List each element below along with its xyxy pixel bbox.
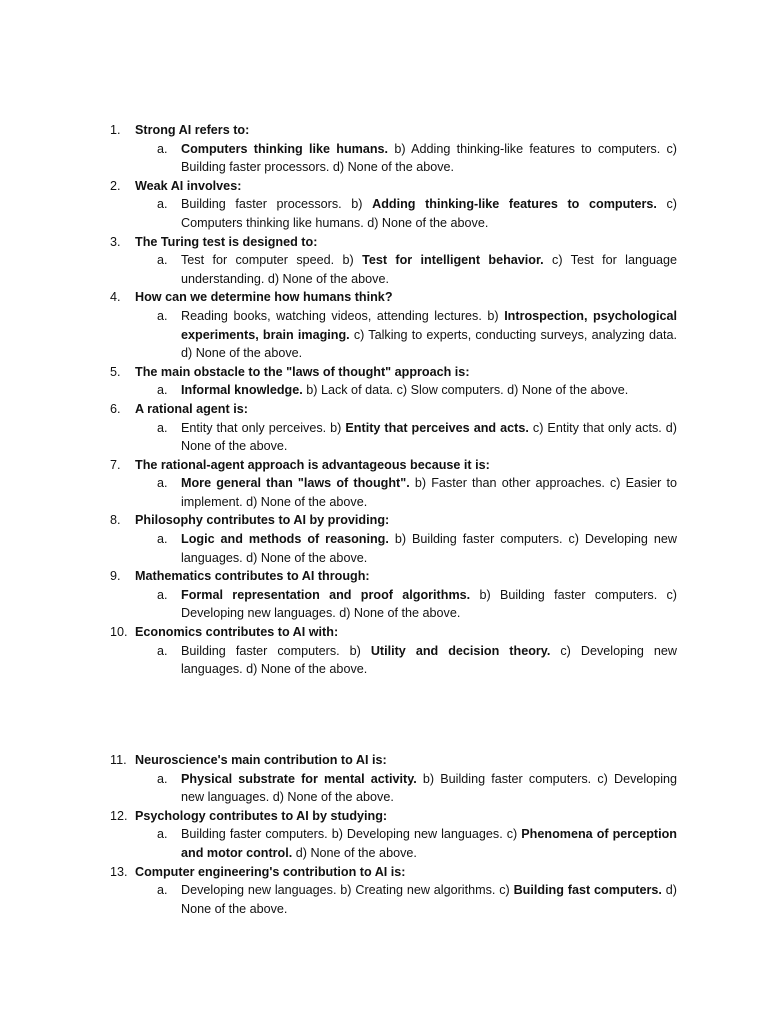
correct-answer: Informal knowledge. xyxy=(181,383,303,398)
option-label: a. xyxy=(157,476,168,491)
option-label: a. xyxy=(157,883,168,898)
correct-answer: Introspection, psychological experiments, brain imaging. xyxy=(181,308,677,342)
answer-text-after: c) Computers thinking like humans. d) None of the above. xyxy=(181,197,678,230)
question-item xyxy=(0,863,768,919)
question-number: 12. xyxy=(110,808,128,823)
answer-options xyxy=(157,770,677,807)
question-text: Computer engineering's contribution to AI is: xyxy=(135,864,406,879)
correct-answer: Adding thinking-like features to computers. xyxy=(372,197,657,212)
question-item xyxy=(0,121,768,177)
option-label: a. xyxy=(157,420,168,435)
question-text: A rational agent is: xyxy=(135,401,248,416)
answer-options xyxy=(157,474,677,511)
question-number: 11. xyxy=(110,753,127,767)
question-number: 7. xyxy=(110,457,121,472)
question-text: The main obstacle to the "laws of thought" approach is: xyxy=(135,364,470,379)
answer-options xyxy=(157,251,677,288)
option-label: a. xyxy=(157,197,168,212)
question-text: Economics contributes to AI with: xyxy=(135,625,339,640)
option-label: a. xyxy=(157,141,168,156)
answer-text-before: Building faster computers. b) xyxy=(181,643,371,658)
question-number: 6. xyxy=(110,401,121,416)
correct-answer: Phenomena of perception and motor control. xyxy=(181,827,677,860)
answer-text-after: d) None of the above. xyxy=(292,845,417,860)
correct-answer: Formal representation and proof algorithms. xyxy=(181,587,471,602)
option-label: a. xyxy=(157,383,168,398)
question-number: 13. xyxy=(110,864,128,879)
correct-answer: Computers thinking like humans. xyxy=(181,141,389,156)
question-item xyxy=(0,363,768,400)
answer-options xyxy=(157,419,677,456)
correct-answer: Entity that perceives and acts. xyxy=(345,420,529,435)
question-number: 5. xyxy=(110,364,121,379)
answer-options xyxy=(157,140,677,177)
answer-text-after: c) Test for language understanding. d) None of the above. xyxy=(181,253,677,286)
option-label: a. xyxy=(157,643,168,658)
answer-text-before: Reading books, watching videos, attending lectures. b) xyxy=(181,308,505,323)
question-item xyxy=(0,233,768,289)
question-number: 9. xyxy=(110,569,121,584)
answer-text-after: b) Faster than other approaches. c) Easier to implement. d) None of the above. xyxy=(181,476,677,509)
question-number: 2. xyxy=(110,178,121,193)
answer-options xyxy=(157,307,677,363)
question-number: 4. xyxy=(110,290,121,305)
question-item xyxy=(0,567,768,623)
question-text: Neuroscience's main contribution to AI is: xyxy=(135,753,387,767)
question-number: 1. xyxy=(110,123,121,137)
option-label: a. xyxy=(157,771,168,786)
question-text: Psychology contributes to AI by studying: xyxy=(135,808,388,823)
answer-text-before: Building faster processors. b) xyxy=(181,197,373,212)
answer-text-before: Building faster computers. b) Developing new languages. c) xyxy=(181,827,522,842)
question-number: 3. xyxy=(110,234,121,249)
option-label: a. xyxy=(157,827,168,842)
correct-answer: Building fast computers. xyxy=(513,883,662,898)
question-list-part-1 xyxy=(0,121,768,679)
question-text: How can we determine how humans think? xyxy=(135,290,393,305)
answer-text-before: Developing new languages. b) Creating new algorithms. c) xyxy=(181,883,514,898)
question-item xyxy=(0,751,768,807)
answer-text-after: b) Building faster computers. c) Developing new languages. d) None of the above. xyxy=(181,771,677,805)
option-label: a. xyxy=(157,308,168,323)
answer-text-before: Test for computer speed. b) xyxy=(181,253,363,268)
answer-text-after: b) Building faster computers. c) Developing new languages. d) None of the above. xyxy=(181,532,678,565)
question-text: Mathematics contributes to AI through: xyxy=(135,569,370,584)
question-text: Weak AI involves: xyxy=(135,178,242,193)
question-item xyxy=(0,177,768,233)
correct-answer: Logic and methods of reasoning. xyxy=(181,532,389,547)
option-label: a. xyxy=(157,253,168,268)
question-text: Strong AI refers to: xyxy=(135,123,250,137)
correct-answer: Physical substrate for mental activity. xyxy=(181,771,417,786)
question-number: 8. xyxy=(110,513,121,528)
question-item xyxy=(0,288,768,362)
question-item xyxy=(0,511,768,567)
answer-text-after: d) None of the above. xyxy=(181,883,677,916)
answer-text-after: b) Lack of data. c) Slow computers. d) None of the above. xyxy=(302,383,629,398)
correct-answer: Utility and decision theory. xyxy=(370,643,551,658)
question-list-part-2 xyxy=(0,751,768,918)
answer-text-after: b) Building faster computers. c) Developing new languages. d) None of the above. xyxy=(181,587,677,621)
answer-text-before: Entity that only perceives. b) xyxy=(181,420,346,435)
correct-answer: Test for intelligent behavior. xyxy=(362,253,544,268)
answer-options xyxy=(157,381,677,400)
question-item xyxy=(0,400,768,456)
answer-text-after: c) Developing new languages. d) None of the above. xyxy=(181,643,678,677)
answer-options xyxy=(157,825,677,862)
answer-options xyxy=(157,195,678,232)
question-item xyxy=(0,807,768,863)
option-label: a. xyxy=(157,587,168,602)
question-text: Philosophy contributes to AI by providing: xyxy=(135,513,390,528)
answer-options xyxy=(157,881,677,918)
answer-text-after: c) Entity that only acts. d) None of the above. xyxy=(181,420,677,454)
answer-options xyxy=(157,586,677,623)
question-text: The rational-agent approach is advantageous because it is: xyxy=(135,457,490,472)
question-item xyxy=(0,623,768,679)
option-label: a. xyxy=(157,532,168,547)
question-number: 10. xyxy=(110,625,128,640)
answer-options xyxy=(157,530,678,567)
answer-text-after: c) Talking to experts, conducting surveys, analyzing data. d) None of the above. xyxy=(181,327,677,361)
answer-options xyxy=(157,642,678,679)
question-text: The Turing test is designed to: xyxy=(135,234,318,249)
correct-answer: More general than "laws of thought". xyxy=(181,476,410,491)
question-item xyxy=(0,456,768,512)
answer-text-after: b) Adding thinking-like features to computers. c) Building faster processors. d) None of the above. xyxy=(181,141,677,175)
